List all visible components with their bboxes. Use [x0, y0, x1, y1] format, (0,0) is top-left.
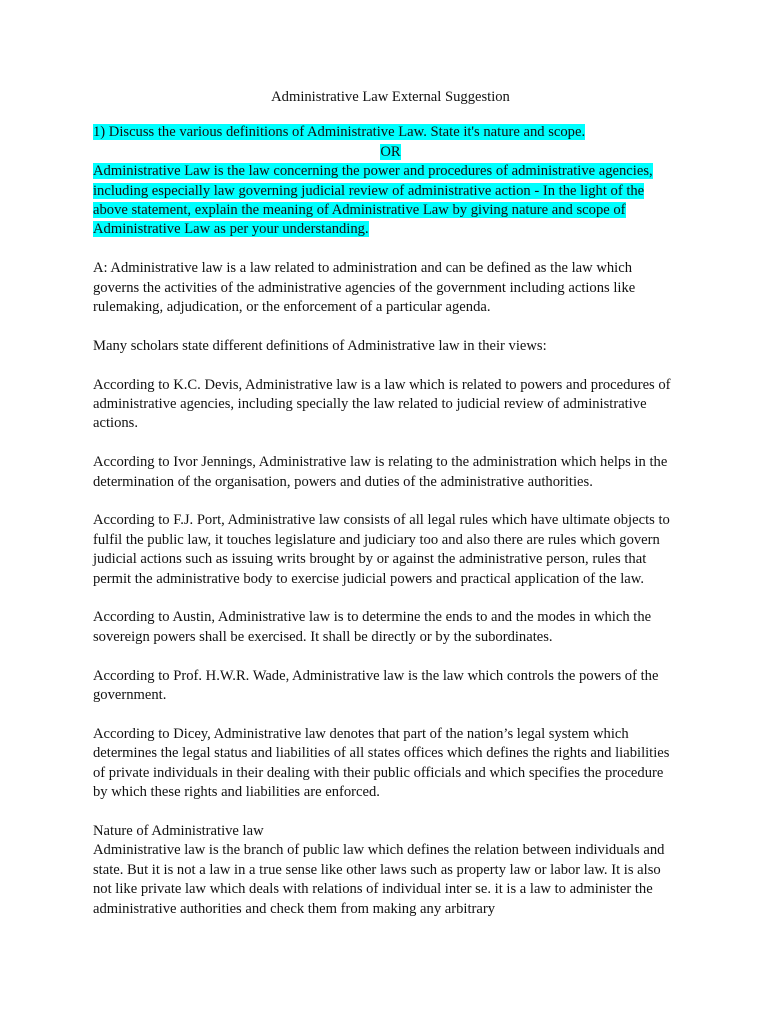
- definition-wade: According to Prof. H.W.R. Wade, Administrative law is the law which controls the powers of the government.: [93, 667, 659, 704]
- question-or-label: OR: [380, 143, 401, 160]
- document-title: Administrative Law External Suggestion: [271, 89, 510, 105]
- spacer: [93, 240, 678, 259]
- definition-dicey: According to Dicey, Administrative law denotes that part of the nation’s legal system which determines the legal status and liabilities of all states offices which defines the rights and liabilities of private individuals in their dealing with their public officials and which specifies the procedure by which these rights and liabilities are enforced.: [93, 725, 670, 801]
- question-line-2: Administrative Law is the law concerning the power and procedures of administrative agencies, including especially law governing judicial review of administrative action - In the light of the above statement, explain the meaning of Administrative Law by giving nature and scope of Administrative Law as per your understanding.: [93, 163, 653, 238]
- definitions-intro: Many scholars state different definitions of Administrative law in their views:: [93, 337, 547, 354]
- question-line-1: 1) Discuss the various definitions of Administrative Law. State it's nature and scope.: [93, 124, 586, 141]
- answer-paragraph: A: Administrative law is a law related to administration and can be defined as the law which governs the activities of the administrative agencies of the government including actions like rulemaking, adjudication, or the enforcement of a particular agenda.: [93, 260, 636, 316]
- definition-devis: According to K.C. Devis, Administrative law is a law which is related to powers and procedures of administrative agencies, including specially the law related to judicial review of administrative actions.: [93, 376, 671, 432]
- document-body: [93, 88, 678, 919]
- question-text: [93, 123, 678, 142]
- question-block: [93, 123, 678, 239]
- question-or: [93, 143, 678, 162]
- nature-heading: Nature of Administrative law: [93, 822, 264, 839]
- definition-austin: According to Austin, Administrative law is to determine the ends to and the modes in which the sovereign powers shall be exercised. It shall be directly or by the subordinates.: [93, 609, 652, 645]
- definition-jennings: According to Ivor Jennings, Administrative law is relating to the administration which helps in the determination of the organisation, powers and duties of the administrative authorities.: [93, 454, 668, 490]
- nature-paragraph: Administrative law is the branch of public law which defines the relation between individuals and state. But it is not a law in a true sense like other laws such as property law or labor law. It is also not like private law which deals with relations of individual inter se. it is a law to administer the administrative authorities and check them from making any arbitrary: [93, 842, 665, 917]
- question-alternative: [93, 162, 678, 240]
- definition-port: According to F.J. Port, Administrative law consists of all legal rules which have ultimate objects to fulfil the public law, it touches legislature and judiciary too and also there are rules which govern judicial actions such as issuing writs brought by or against the administrative person, rules that permit the administrative body to exercise judicial powers and practical application of the law.: [93, 512, 670, 587]
